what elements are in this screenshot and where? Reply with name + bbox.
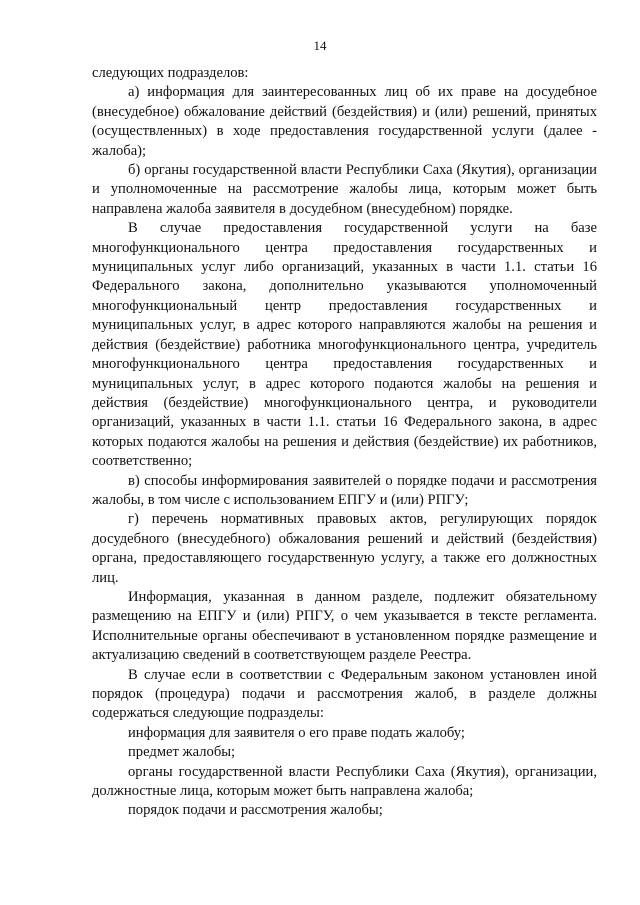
paragraph-item-g: г) перечень нормативных правовых актов, регулирующих порядок досудебного (внесудебного) обжалования решений и действий (бездействия) органа, предоставляющего государственную услугу, а также его должностных лиц.: [92, 511, 597, 586]
paragraph-mfc: В случае предоставления государственной услуги на базе многофункционального центра предоставления государственных и муниципальных услуг либо организаций, указанных в части 1.1. статьи 16 Федерального закона, дополнительно указываются уполномоченный многофункциональный центр предоставления государственных и муниципальных услуг, в адрес которого направляются жалобы на решения и действия (бездействие) работника многофункционального центра, учредитель многофункционального центра предоставления государственных и муниципальных услуг, в адрес которого подаются жалобы на решения и действия (бездействие) многофункционального центра, и руководители организаций, указанных в части 1.1. статьи 16 Федерального закона, в адрес которых подаются жалобы на решения и действия (бездействие) их работников, соответственно;: [92, 220, 597, 470]
paragraph-subsection-subject: предмет жалобы;: [128, 744, 236, 761]
paragraph-subsection-procedure: порядок подачи и рассмотрения жалобы;: [128, 802, 383, 819]
page-number: 14: [313, 38, 327, 53]
document-body: [92, 64, 597, 821]
paragraph-item-v: в) способы информирования заявителей о порядке подачи и рассмотрения жалобы, в том числе с использованием ЕПГУ и (или) РПГУ;: [92, 472, 597, 508]
paragraph-subsection-authorities: органы государственной власти Республики Саха (Якутия), организации, должностные лица, которым может быть направлена жалоба;: [92, 763, 597, 800]
paragraph-subsection-right: информация для заявителя о его праве подать жалобу;: [128, 724, 465, 741]
paragraph-item-b: б) органы государственной власти Республики Саха (Якутия), организации и уполномоченные на рассмотрение жалобы лица, которым может быть направлена жалоба заявителя в досудебном (внесудебном) порядке.: [92, 162, 597, 217]
paragraph-item-a: а) информация для заинтересованных лиц об их праве на досудебное (внесудебное) обжалование действий (бездействия) и (или) решений, принятых (осуществленных) в ходе предоставления государственной услуги (далее - жалоба);: [92, 84, 597, 159]
paragraph-intro: следующих подразделов:: [92, 65, 249, 81]
paragraph-special-procedure: В случае если в соответствии с Федеральным законом установлен иной порядок (процедура) подачи и рассмотрения жалоб, в разделе должны содержаться следующие подразделы:: [92, 666, 597, 722]
paragraph-publication: Информация, указанная в данном разделе, подлежит обязательному размещению на ЕПГУ и (или) РПГУ, о чем указывается в тексте регламента. Исполнительные органы обеспечивают в установленном порядке размещение и актуализацию сведений в соответствующем разделе Реестра.: [92, 588, 597, 664]
